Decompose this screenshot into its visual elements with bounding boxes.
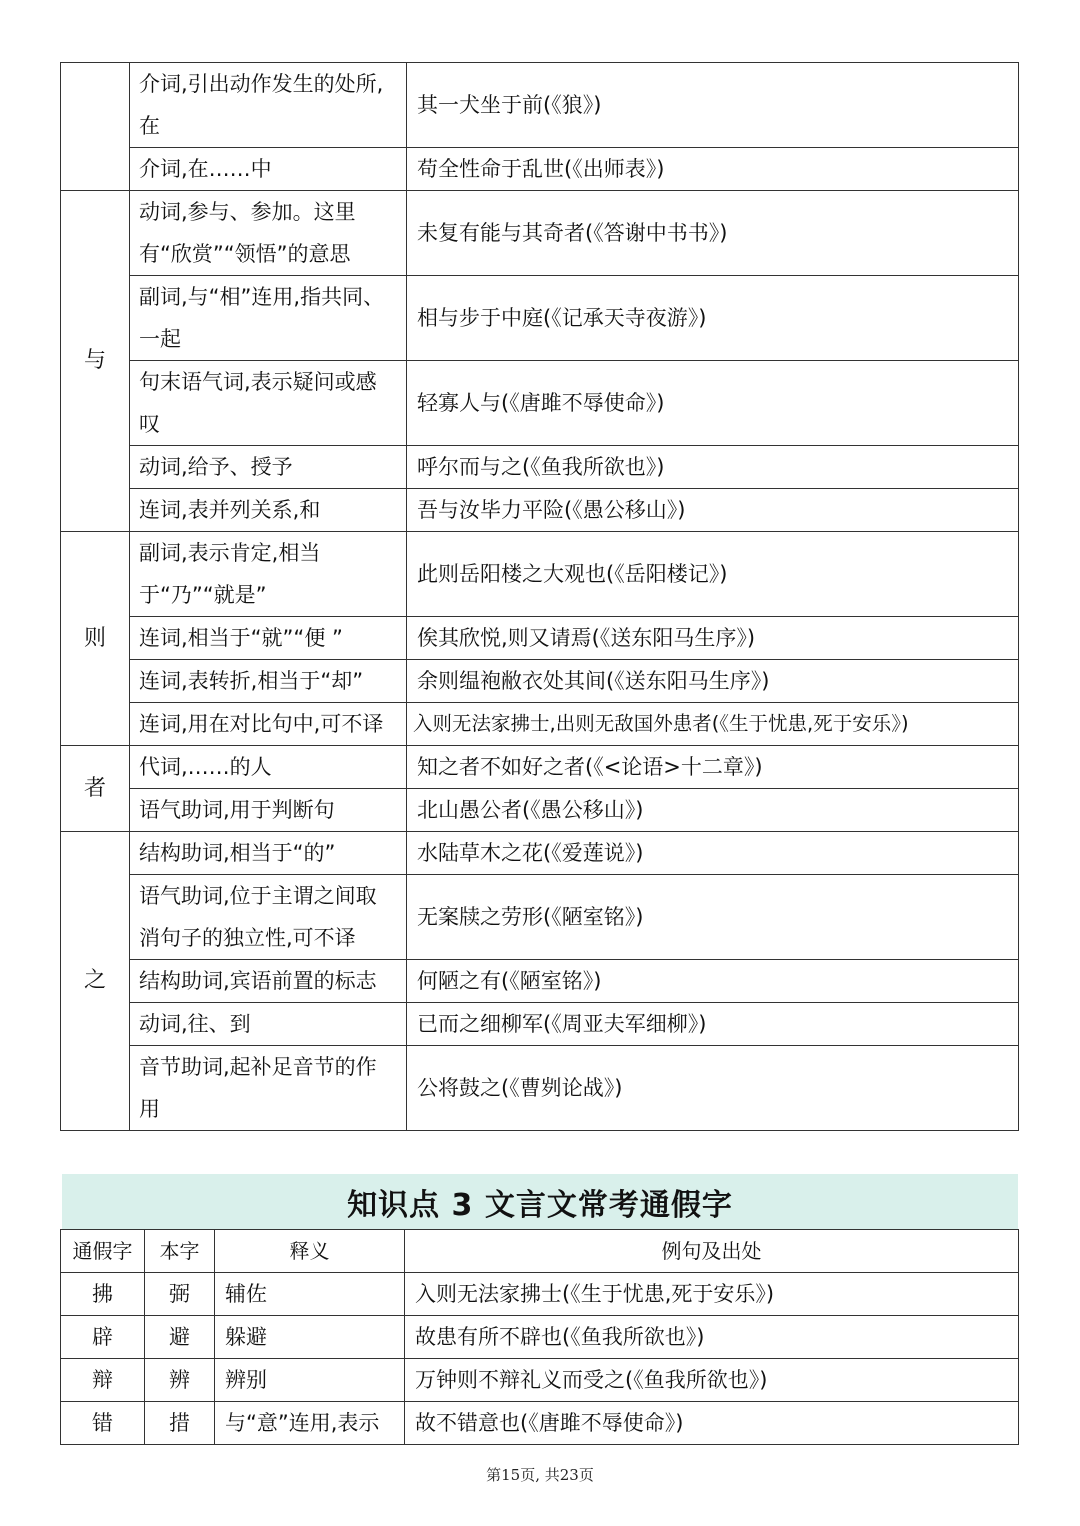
word-cell: 与 xyxy=(61,191,130,532)
usage-desc: 句末语气词,表示疑问或感叹 xyxy=(130,361,407,446)
section-banner xyxy=(62,1174,1018,1229)
header-benzi: 本字 xyxy=(145,1230,215,1273)
usage-desc: 代词,……的人 xyxy=(130,746,407,789)
usage-example: 吾与汝毕力平险(《愚公移山》) xyxy=(407,489,1019,532)
usage-desc: 音节助词,起补足音节的作用 xyxy=(130,1046,407,1131)
usage-desc: 动词,往、到 xyxy=(130,1003,407,1046)
usage-desc: 结构助词,宾语前置的标志 xyxy=(130,960,407,1003)
usage-example: 水陆草木之花(《爱莲说》) xyxy=(407,832,1019,875)
usage-desc: 结构助词,相当于“的” xyxy=(130,832,407,875)
usage-desc: 动词,参与、参加。这里有“欣赏”“领悟”的意思 xyxy=(130,191,407,276)
meaning: 辅佐 xyxy=(215,1273,405,1316)
usage-desc: 语气助词,用于判断句 xyxy=(130,789,407,832)
usage-example: 余则缊袍敝衣处其间(《送东阳马生序》) xyxy=(407,660,1019,703)
meaning: 躲避 xyxy=(215,1316,405,1359)
tongjia-char: 拂 xyxy=(61,1273,145,1316)
example: 万钟则不辩礼义而受之(《鱼我所欲也》) xyxy=(405,1359,1019,1402)
usage-example: 无案牍之劳形(《陋室铭》) xyxy=(407,875,1019,960)
usage-example: 入则无法家拂士,出则无敌国外患者(《生于忧患,死于安乐》) xyxy=(407,703,1019,746)
section-title: 知识点 3 文言文常考通假字 xyxy=(347,1187,733,1223)
usage-example: 相与步于中庭(《记承天寺夜游》) xyxy=(407,276,1019,361)
usage-example: 轻寡人与(《唐雎不辱使命》) xyxy=(407,361,1019,446)
tongjia-char: 错 xyxy=(61,1402,145,1445)
word-cell xyxy=(61,63,130,191)
usage-example: 俟其欣悦,则又请焉(《送东阳马生序》) xyxy=(407,617,1019,660)
word-cell: 之 xyxy=(61,832,130,1131)
example: 故不错意也(《唐雎不辱使命》) xyxy=(405,1402,1019,1445)
original-char: 弼 xyxy=(145,1273,215,1316)
usage-desc: 连词,用在对比句中,可不译 xyxy=(130,703,407,746)
usage-example: 已而之细柳军(《周亚夫军细柳》) xyxy=(407,1003,1019,1046)
usage-example: 公将鼓之(《曹刿论战》) xyxy=(407,1046,1019,1131)
usage-example: 此则岳阳楼之大观也(《岳阳楼记》) xyxy=(407,532,1019,617)
usage-example: 其一犬坐于前(《狼》) xyxy=(407,63,1019,148)
table-row xyxy=(61,1359,1019,1402)
usage-desc: 副词,与“相”连用,指共同、一起 xyxy=(130,276,407,361)
table-row xyxy=(61,1316,1019,1359)
usage-example: 苟全性命于乱世(《出师表》) xyxy=(407,148,1019,191)
original-char: 避 xyxy=(145,1316,215,1359)
usage-example: 何陋之有(《陋室铭》) xyxy=(407,960,1019,1003)
example: 入则无法家拂士(《生于忧患,死于安乐》) xyxy=(405,1273,1019,1316)
usage-desc: 语气助词,位于主谓之间取消句子的独立性,可不译 xyxy=(130,875,407,960)
word-usage-table xyxy=(60,62,1019,1131)
table-header-row xyxy=(61,1230,1019,1273)
meaning: 与“意”连用,表示 xyxy=(215,1402,405,1445)
usage-desc: 连词,表转折,相当于“却” xyxy=(130,660,407,703)
tongjia-table xyxy=(60,1229,1019,1445)
tongjia-char: 辟 xyxy=(61,1316,145,1359)
example: 故患有所不辟也(《鱼我所欲也》) xyxy=(405,1316,1019,1359)
tongjia-char: 辩 xyxy=(61,1359,145,1402)
usage-example: 知之者不如好之者(《<论语>十二章》) xyxy=(407,746,1019,789)
word-cell: 则 xyxy=(61,532,130,746)
original-char: 辨 xyxy=(145,1359,215,1402)
table-row xyxy=(61,1273,1019,1316)
page-footer: 第15页, 共23页 xyxy=(486,1466,594,1484)
header-shiyi: 释义 xyxy=(215,1230,405,1273)
table-row xyxy=(61,1402,1019,1445)
header-tongjia: 通假字 xyxy=(61,1230,145,1273)
usage-example: 未复有能与其奇者(《答谢中书书》) xyxy=(407,191,1019,276)
usage-desc: 副词,表示肯定,相当于“乃”“就是” xyxy=(130,532,407,617)
usage-desc: 连词,表并列关系,和 xyxy=(130,489,407,532)
usage-desc: 动词,给予、授予 xyxy=(130,446,407,489)
header-example: 例句及出处 xyxy=(405,1230,1019,1273)
usage-desc: 连词,相当于“就”“便 ” xyxy=(130,617,407,660)
meaning: 辨别 xyxy=(215,1359,405,1402)
word-cell: 者 xyxy=(61,746,130,832)
usage-desc: 介词,在……中 xyxy=(130,148,407,191)
original-char: 措 xyxy=(145,1402,215,1445)
usage-desc: 介词,引出动作发生的处所,在 xyxy=(130,63,407,148)
usage-example: 北山愚公者(《愚公移山》) xyxy=(407,789,1019,832)
usage-example: 呼尔而与之(《鱼我所欲也》) xyxy=(407,446,1019,489)
